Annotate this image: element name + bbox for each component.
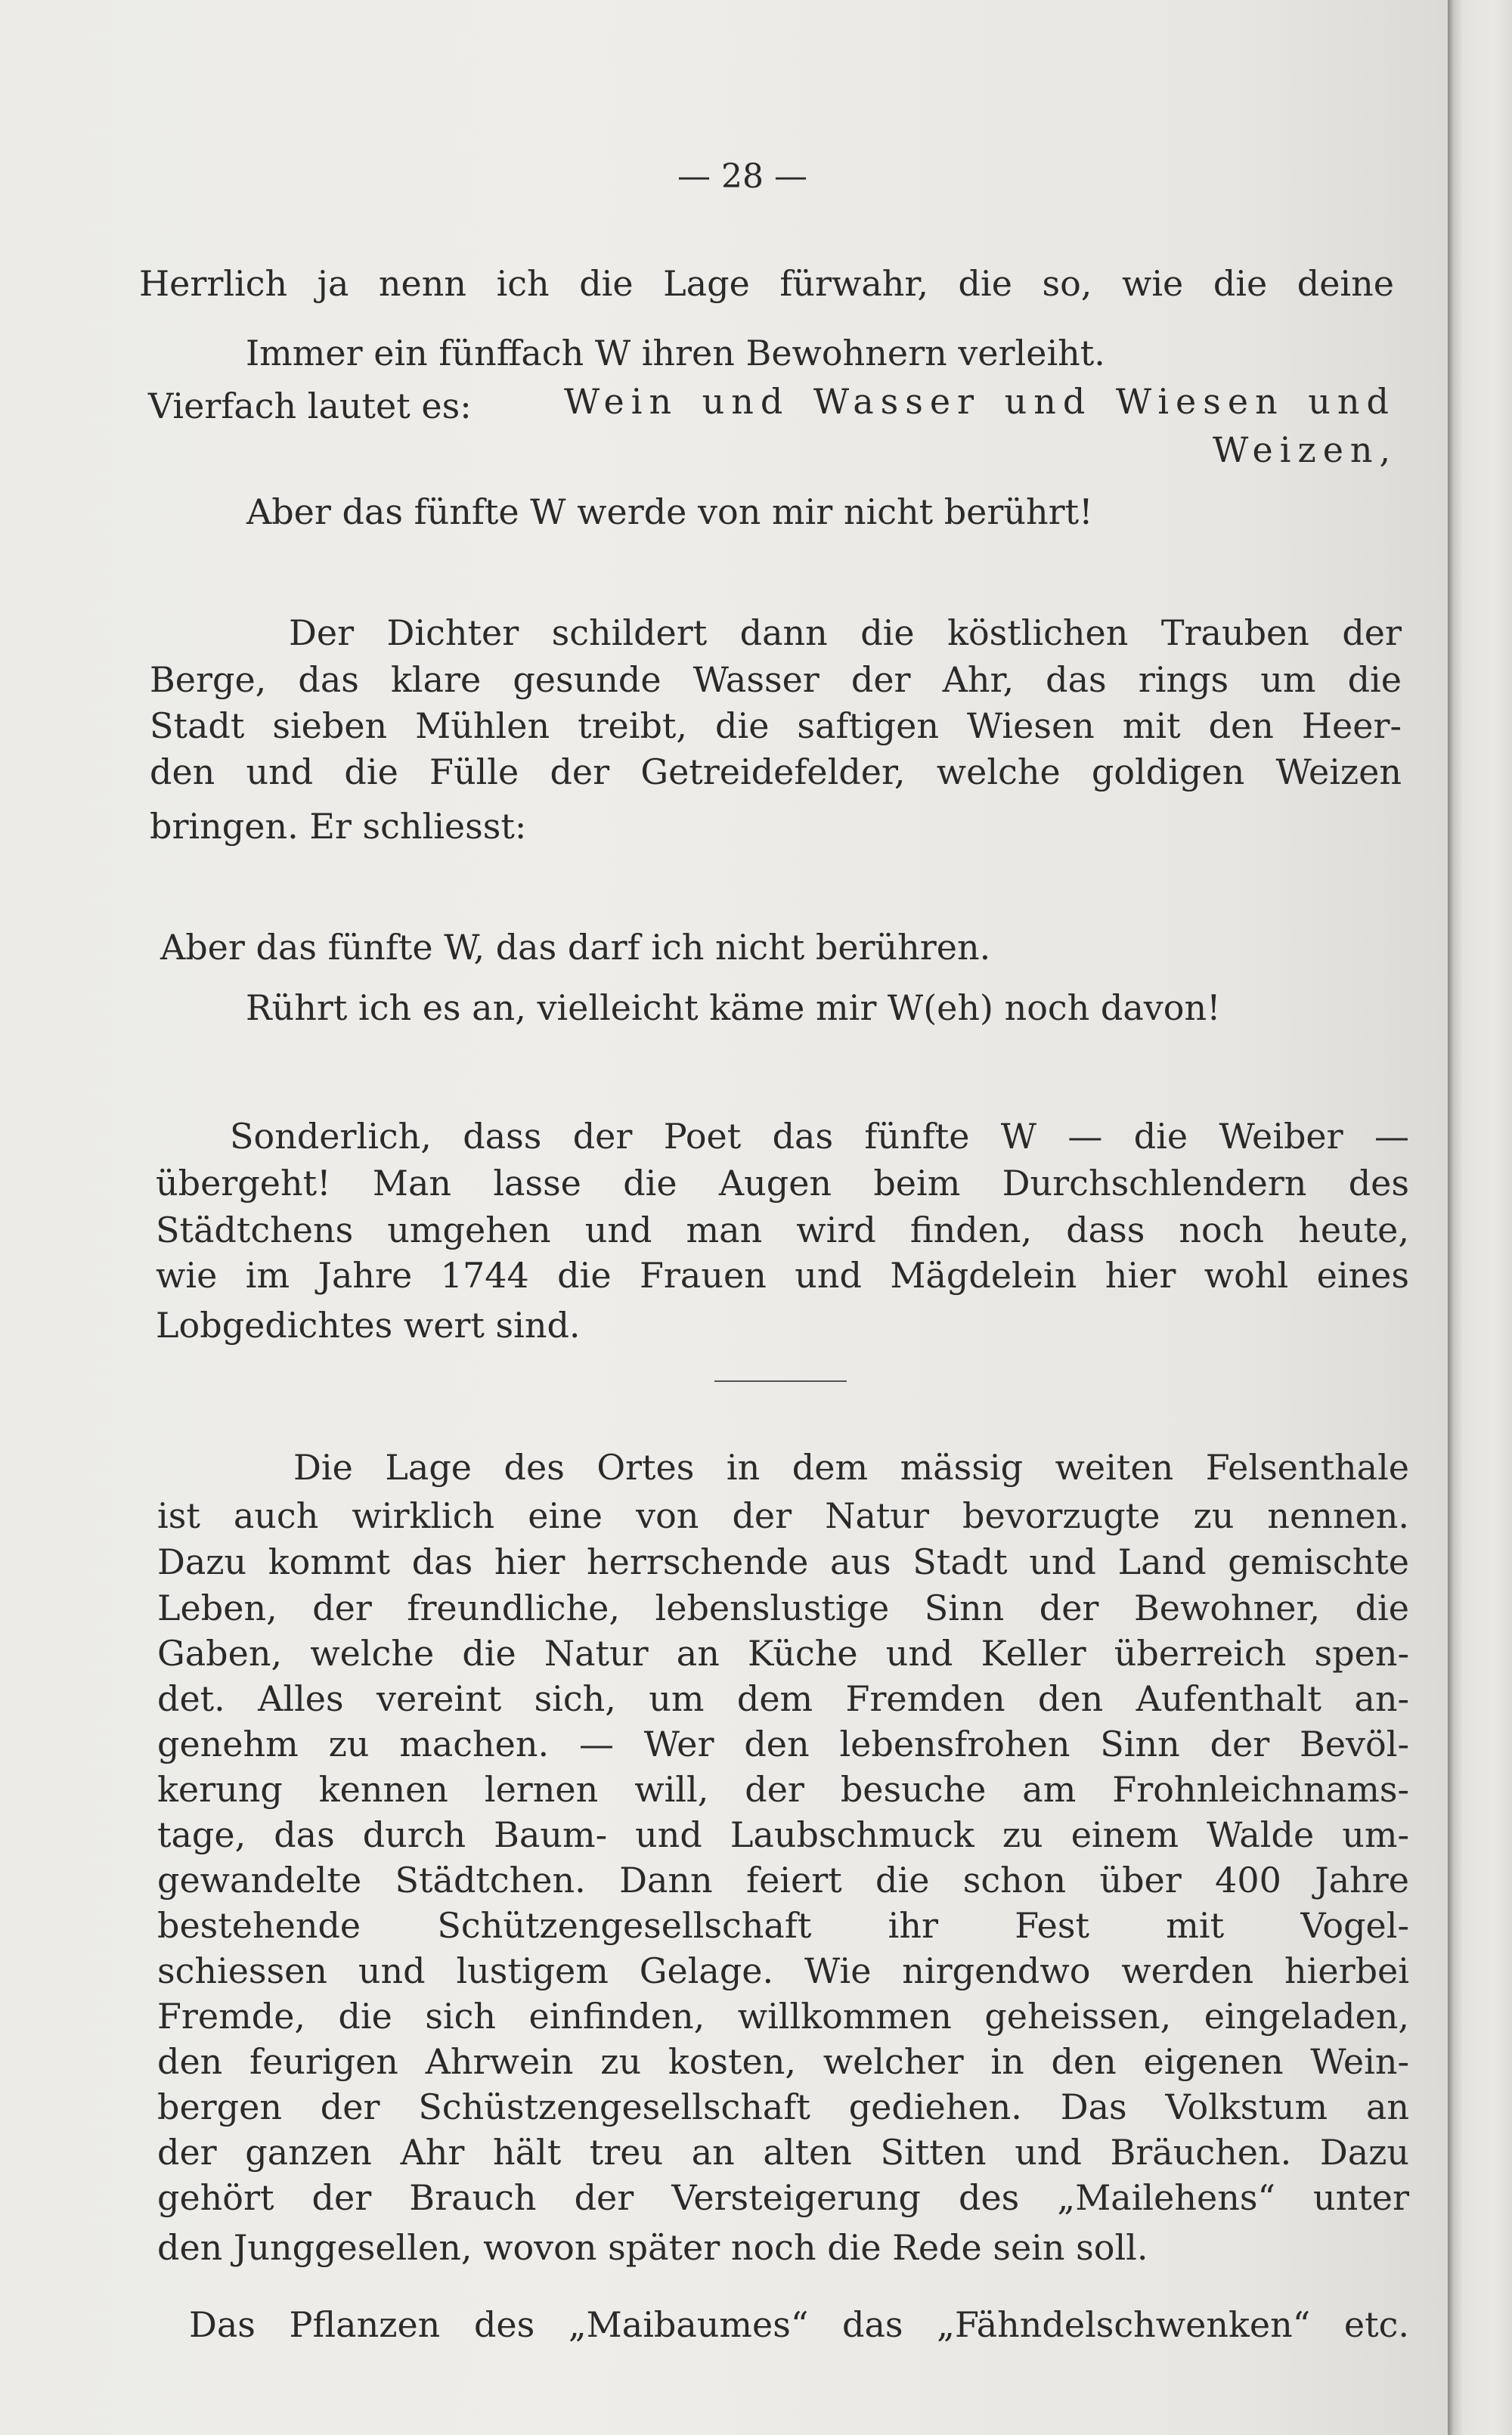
poem1-line-5: Aber das fünfte W werde von mir nicht berührt! bbox=[246, 491, 1093, 532]
para1-line-5: bringen. Er schliesst: bbox=[150, 806, 527, 847]
para3-line-18: den Junggesellen, wovon später noch die Rede sein soll. bbox=[157, 2227, 1148, 2268]
para1-line-3: Stadt sieben Mühlen treibt, die saftigen Wiesen mit den Heer- bbox=[150, 705, 1402, 746]
para3-line-11: bestehende Schützengesellschaft ihr Fest mit Vogel- bbox=[157, 1905, 1409, 1946]
para3-line-14: den feurigen Ahrwein zu kosten, welcher in den eigenen Wein- bbox=[157, 2041, 1409, 2082]
page-edge bbox=[1448, 0, 1512, 2435]
poem2-line-1: Aber das fünfte W, das darf ich nicht berühren. bbox=[160, 927, 991, 968]
para1-line-1: Der Dichter schildert dann die köstlichen Trauben der bbox=[289, 612, 1402, 653]
section-divider bbox=[714, 1380, 847, 1382]
para2-line-4: wie im Jahre 1744 die Frauen und Mägdelein hier wohl eines bbox=[156, 1255, 1409, 1296]
para3-line-8: kerung kennen lernen will, der besuche am Frohnleichnams- bbox=[157, 1769, 1409, 1810]
poem1-line-3a: Vierfach lautet es: bbox=[148, 386, 472, 426]
para3-line-15: bergen der Schüstzengesellschaft gediehen. Das Volkstum an bbox=[157, 2086, 1409, 2127]
para3-line-5: Gaben, welche die Natur an Küche und Keller überreich spen- bbox=[157, 1633, 1409, 1674]
para2-line-5: Lobgedichtes wert sind. bbox=[156, 1305, 581, 1346]
para1-line-2: Berge, das klare gesunde Wasser der Ahr, das rings um die bbox=[150, 659, 1402, 700]
para3-line-4: Leben, der freundliche, lebenslustige Sinn der Bewohner, die bbox=[157, 1588, 1409, 1628]
para2-line-2: übergeht! Man lasse die Augen beim Durchschlendern des bbox=[156, 1163, 1409, 1204]
poem1-line-1: Herrlich ja nenn ich die Lage fürwahr, die so, wie die deine bbox=[139, 263, 1394, 304]
poem2-line-2: Rührt ich es an, vielleicht käme mir W(eh) noch davon! bbox=[246, 987, 1221, 1028]
para1-line-4: den und die Fülle der Getreidefelder, welche goldigen Weizen bbox=[150, 751, 1402, 792]
para3-line-10: gewandelte Städtchen. Dann feiert die schon über 400 Jahre bbox=[157, 1860, 1409, 1901]
poem1-line-4: Weizen, bbox=[1213, 429, 1398, 470]
para2-line-1: Sonderlich, dass der Poet das fünfte W — die Weiber — bbox=[230, 1116, 1409, 1157]
para3-line-13: Fremde, die sich einfinden, willkommen geheissen, eingeladen, bbox=[157, 1996, 1409, 2037]
page-number: — 28 — bbox=[677, 157, 807, 196]
para3-line-3: Dazu kommt das hier herrschende aus Stadt und Land gemischte bbox=[157, 1541, 1409, 1582]
para3-line-17: gehört der Brauch der Versteigerung des „Mailehens“ unter bbox=[157, 2177, 1409, 2218]
poem1-line-2: Immer ein fünffach W ihren Bewohnern verleiht. bbox=[246, 333, 1105, 373]
para3-line-9: tage, das durch Baum- und Laubschmuck zu einem Walde um- bbox=[157, 1814, 1409, 1855]
poem1-line-3b: Wein und Wasser und Wiesen und bbox=[564, 381, 1396, 422]
para3-line-12: schiessen und lustigem Gelage. Wie nirgendwo werden hierbei bbox=[157, 1950, 1409, 1991]
para2-line-3: Städtchens umgehen und man wird finden, dass noch heute, bbox=[156, 1210, 1409, 1250]
last-line: Das Pflanzen des „Maibaumes“ das „Fähndelschwenken“ etc. bbox=[189, 2304, 1409, 2345]
para3-line-1: Die Lage des Ortes in dem mässig weiten Felsenthale bbox=[293, 1447, 1409, 1488]
para3-line-2: ist auch wirklich eine von der Natur bevorzugte zu nennen. bbox=[157, 1495, 1409, 1536]
para3-line-6: det. Alles vereint sich, um dem Fremden den Aufenthalt an- bbox=[157, 1678, 1409, 1719]
para3-line-16: der ganzen Ahr hält treu an alten Sitten und Bräuchen. Dazu bbox=[157, 2132, 1409, 2173]
para3-line-7: genehm zu machen. — Wer den lebensfrohen Sinn der Bevöl- bbox=[157, 1724, 1409, 1764]
